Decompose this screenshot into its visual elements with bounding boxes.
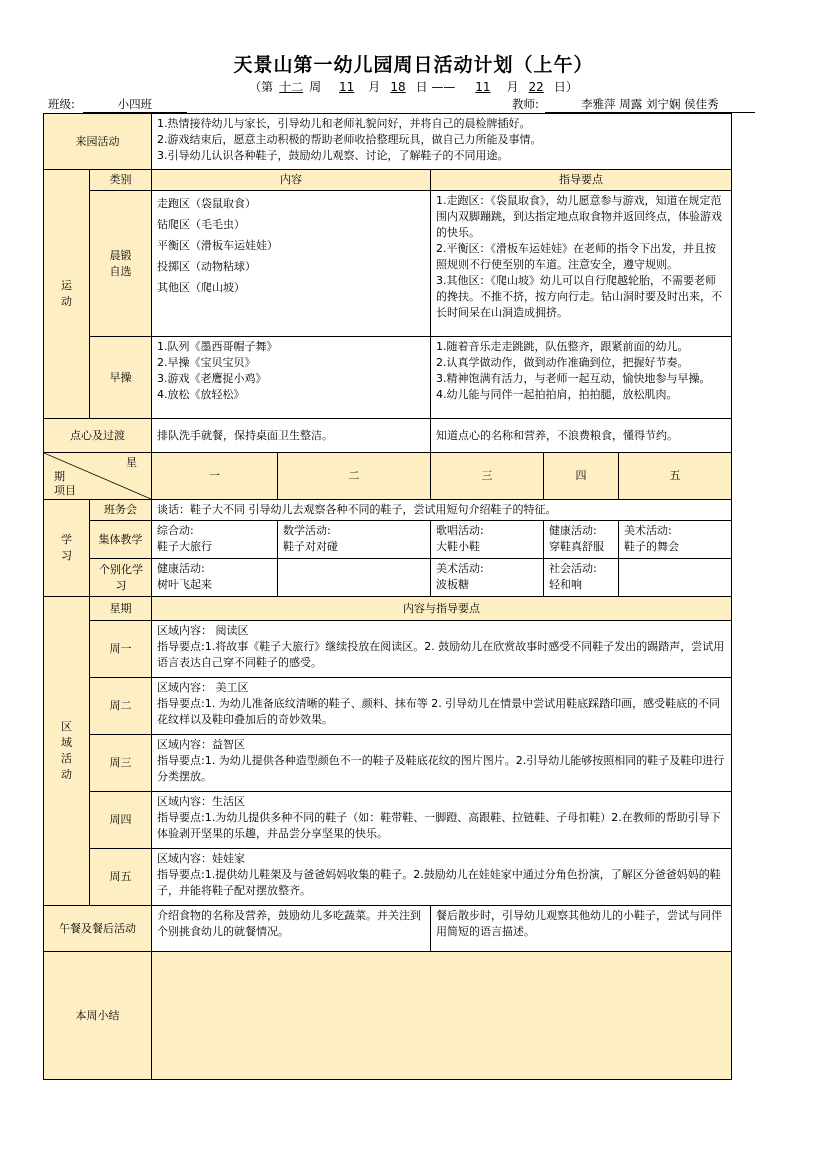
area-day: 周五 xyxy=(90,849,152,906)
days-corner: 星 期 项目 xyxy=(44,453,152,500)
day-5: 五 xyxy=(619,453,732,500)
class-info: 班级: 小四班 xyxy=(48,96,187,113)
area-label: 区域活动 xyxy=(44,597,90,906)
individual-cell: 美术活动: 波板糖 xyxy=(431,559,544,597)
exercise-label: 早操 xyxy=(90,337,152,419)
page-title: 天景山第一幼儿园周日活动计划（上午） xyxy=(233,54,594,76)
area-day: 周二 xyxy=(90,678,152,735)
exercise-content: 1.队列《墨西哥帽子舞》 2.早操《宝贝宝贝》 3.游戏《老鹰捉小鸡》 4.放松《放轻松》 xyxy=(152,337,431,419)
snack-content: 排队洗手就餐，保持桌面卫生整洁。 xyxy=(152,419,431,453)
snack-label: 点心及过渡 xyxy=(44,419,152,453)
day-4: 四 xyxy=(544,453,619,500)
area-col-content: 内容与指导要点 xyxy=(152,597,732,621)
teacher-info: 教师: 李雅萍 周露 刘宁娴 侯佳秀 xyxy=(512,96,755,113)
day-1: 一 xyxy=(152,453,278,500)
day-3: 三 xyxy=(431,453,544,500)
col-guide: 指导要点 xyxy=(431,170,732,191)
sport-label: 运动 xyxy=(44,170,90,419)
group-label: 集体教学 xyxy=(90,521,152,559)
day-2: 二 xyxy=(278,453,431,500)
summary-content xyxy=(152,952,732,1080)
individual-cell: 社会活动: 轻和响 xyxy=(544,559,619,597)
individual-cell xyxy=(619,559,732,597)
col-content: 内容 xyxy=(152,170,431,191)
area-row-content: 区域内容： 阅读区 指导要点:1.将故事《鞋子大旅行》继续投放在阅读区。2. 鼓励幼儿在欣赏故事时感受不同鞋子发出的踢踏声，尝试用语言表达自己穿不同鞋子的感受。 xyxy=(152,621,732,678)
summary-label: 本周小结 xyxy=(44,952,152,1080)
week-range: （第 十二 周 11 月 18 日 —— 11 月 22 日） xyxy=(249,80,578,94)
area-day: 周三 xyxy=(90,735,152,792)
arrival-label: 来园活动 xyxy=(44,114,152,170)
lunch-content: 介绍食物的名称及营养，鼓励幼儿多吃蔬菜。并关注到个别挑食幼儿的就餐情况。 xyxy=(152,906,431,952)
group-cell: 健康活动: 穿鞋真舒服 xyxy=(544,521,619,559)
individual-cell: 健康活动: 树叶飞起来 xyxy=(152,559,278,597)
group-cell: 歌唱活动: 大鞋小鞋 xyxy=(431,521,544,559)
area-day: 周一 xyxy=(90,621,152,678)
morning-free-content: 走跑区（袋鼠取食） 钻爬区（毛毛虫） 平衡区（滑板车运娃娃） 投掷区（动物粘球） 其他区（爬山坡） xyxy=(152,191,431,337)
area-day: 周四 xyxy=(90,792,152,849)
group-cell: 数学活动: 鞋子对对碰 xyxy=(278,521,431,559)
area-row-content: 区域内容：益智区 指导要点:1. 为幼儿提供各种造型颜色不一的鞋子及鞋底花纹的图片图片。2.引导幼儿能够按照相同的鞋子及鞋印进行分类摆放。 xyxy=(152,735,732,792)
arrival-content: 1.热情接待幼儿与家长，引导幼儿和老师礼貌问好，并将自己的晨检牌插好。 2.游戏结束后，愿意主动积极的帮助老师收拾整理玩具，做自己力所能及事情。 3.引导幼儿认识各种鞋子，鼓励幼儿观察、讨论，了解鞋子的不同用途。 xyxy=(152,114,732,170)
snack-guide: 知道点心的名称和营养，不浪费粮食，懂得节约。 xyxy=(431,419,732,453)
class-meeting-label: 班务会 xyxy=(90,500,152,521)
plan-table xyxy=(43,113,732,1080)
individual-cell xyxy=(278,559,431,597)
morning-free-label: 晨锻自选 xyxy=(90,191,152,337)
group-cell: 综合动: 鞋子大旅行 xyxy=(152,521,278,559)
lunch-label: 午餐及餐后活动 xyxy=(44,906,152,952)
lunch-guide: 餐后散步时，引导幼儿观察其他幼儿的小鞋子，尝试与同伴用简短的语言描述。 xyxy=(431,906,732,952)
class-meeting-text: 谈话：鞋子大不同 引导幼儿去观察各种不同的鞋子，尝试用短句介绍鞋子的特征。 xyxy=(152,500,732,521)
col-type: 类别 xyxy=(90,170,152,191)
area-row-content: 区域内容： 美工区 指导要点:1. 为幼儿准备底纹清晰的鞋子、颜料、抹布等 2. 引导幼儿在情景中尝试用鞋底踩踏印画，感受鞋底的不同花纹样以及鞋印叠加后的奇妙效果。 xyxy=(152,678,732,735)
area-row-content: 区域内容：娃娃家 指导要点:1.提供幼儿鞋架及与爸爸妈妈收集的鞋子。2.鼓励幼儿在娃娃家中通过分角色扮演，了解区分爸爸妈妈的鞋子，并能将鞋子配对摆放整齐。 xyxy=(152,849,732,906)
area-row-content: 区域内容：生活区 指导要点:1.为幼儿提供多种不同的鞋子（如：鞋带鞋、一脚蹬、高跟鞋、拉链鞋、子母扣鞋）2.在教师的帮助引导下体验剥开坚果的乐趣，并品尝分享坚果的快乐。 xyxy=(152,792,732,849)
area-col-week: 星期 xyxy=(90,597,152,621)
exercise-guide: 1.随着音乐走走跳跳，队伍整齐，跟紧前面的幼儿。 2.认真学做动作，做到动作准确到位，把握好节奏。 3.精神饱满有活力，与老师一起互动，愉快地参与早操。 4.幼儿能与同伴一起拍拍肩，拍拍腿，放松肌肉。 xyxy=(431,337,732,419)
study-label: 学习 xyxy=(44,500,90,597)
individual-label: 个别化学习 xyxy=(90,559,152,597)
group-cell: 美术活动: 鞋子的舞会 xyxy=(619,521,732,559)
morning-free-guide: 1.走跑区：《袋鼠取食》，幼儿愿意参与游戏，知道在规定范围内双脚蹦跳，到达指定地点取食物并返回终点，体验游戏的快乐。 2.平衡区：《滑板车运娃娃》在老师的指令下出发，并且按照规则不行使至别的车道。注意安全，遵守规则。 3.其他区：《爬山坡》幼儿可以自行爬越轮胎，不需要老师的搀扶。不推不挤，按方向行走。钻山洞时要及时出来，不长时间呆在山洞造成拥挤。 xyxy=(431,191,732,337)
